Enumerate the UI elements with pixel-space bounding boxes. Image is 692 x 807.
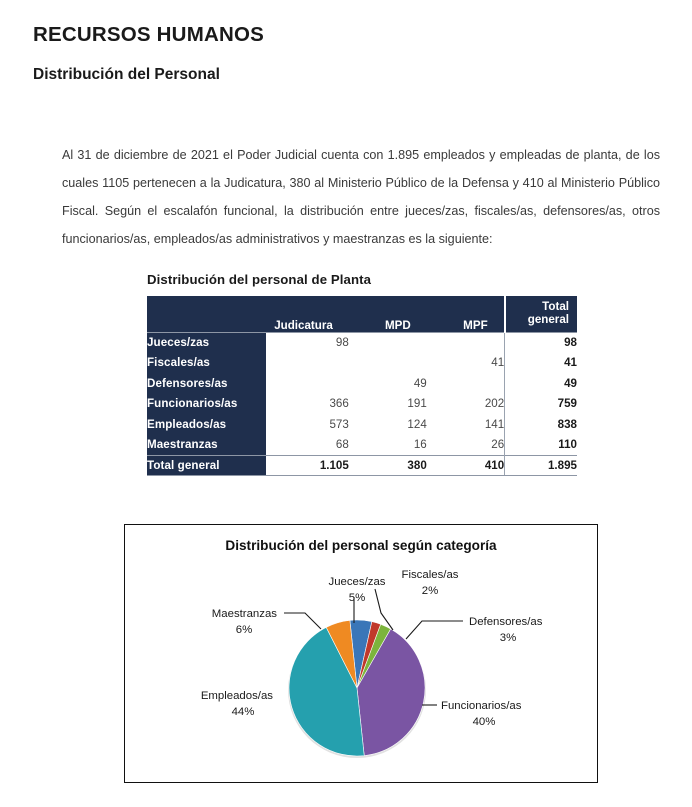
column-header-judicatura: Judicatura	[266, 296, 349, 332]
table-body	[147, 332, 577, 476]
cell-empleados-mpf: 141	[484, 417, 505, 431]
pie-label-jueces-name: Jueces/zas	[328, 576, 386, 588]
cell-defensores-mpf	[427, 373, 505, 394]
cell-fiscales-mpd	[349, 353, 427, 374]
row-label-total-general: Total general	[147, 455, 266, 476]
cell-funcionarios-mpf: 202	[484, 397, 505, 411]
cell-maestranzas-mpf: 26	[491, 438, 505, 451]
chart-title: Distribución del personal según categoría	[225, 538, 497, 553]
pie-label-defensores-name: Defensores/as	[469, 616, 543, 628]
cell-jueces-mpd	[349, 332, 427, 353]
leader-maestranzas	[284, 613, 321, 629]
cell-defensores-total: 49	[505, 373, 577, 394]
table-row	[147, 414, 577, 435]
cell-jueces-total: 98	[505, 332, 577, 353]
cell-empleados-total: 838	[505, 414, 577, 435]
row-label-jueces: Jueces/zas	[147, 332, 266, 353]
pie-label-jueces-percent: 5%	[348, 592, 366, 604]
cell-maestranzas-total: 110	[505, 435, 577, 456]
pie-label-maestranzas-name: Maestranzas	[211, 608, 277, 620]
pie-label-empleados-name: Empleados/as	[200, 690, 273, 702]
row-label-empleados: Empleados/as	[147, 414, 266, 435]
pie-label-empleados-percent: 44%	[231, 706, 255, 718]
pie-label-funcionarios-percent: 40%	[472, 716, 496, 728]
cell-empleados-judicatura: 573	[329, 417, 349, 431]
cell-jueces-mpf	[427, 332, 505, 353]
cell-fiscales-total: 41	[505, 353, 577, 374]
section-subtitle: Distribución del Personal	[33, 66, 220, 83]
table-row	[147, 435, 577, 456]
pie-label-maestranzas-percent: 6%	[235, 624, 253, 636]
table-row	[147, 394, 577, 415]
cell-funcionarios-judicatura: 366	[329, 397, 349, 411]
cell-total-mpf: 410	[427, 455, 505, 476]
cell-fiscales-judicatura	[266, 353, 349, 374]
cell-maestranzas-mpd: 16	[413, 438, 427, 451]
staff-table-block	[147, 272, 577, 476]
row-label-defensores: Defensores/as	[147, 373, 266, 394]
cell-empleados-mpd: 124	[407, 417, 427, 431]
cell-total-judicatura: 1.105	[266, 455, 349, 476]
column-header-mpf: MPF	[427, 296, 505, 332]
pie-label-fiscales-name: Fiscales/as	[401, 569, 459, 581]
page-title: RECURSOS HUMANOS	[33, 23, 264, 46]
column-header-mpd: MPD	[349, 296, 427, 332]
table-row	[147, 373, 577, 394]
cell-maestranzas-judicatura: 68	[335, 438, 349, 451]
pie-chart-panel	[124, 524, 598, 783]
pie-label-funcionarios-name: Funcionarios/as	[441, 700, 522, 712]
row-label-fiscales: Fiscales/as	[147, 353, 266, 374]
cell-funcionarios-total: 759	[505, 394, 577, 415]
pie-label-defensores-percent: 3%	[499, 632, 517, 644]
cell-defensores-mpd: 49	[413, 376, 427, 390]
row-label-maestranzas: Maestranzas	[147, 435, 266, 456]
cell-funcionarios-mpd: 191	[407, 397, 427, 411]
row-label-funcionarios: Funcionarios/as	[147, 394, 266, 415]
table-totals-row	[147, 455, 577, 476]
cell-total-mpd: 380	[349, 455, 427, 476]
pie-label-fiscales-percent: 2%	[421, 585, 439, 597]
table-caption: Distribución del personal de Planta	[147, 272, 372, 287]
table-row	[147, 353, 577, 374]
leader-defensores	[406, 621, 463, 639]
cell-defensores-judicatura	[266, 373, 349, 394]
pie-slices	[289, 620, 425, 756]
column-header-blank	[147, 296, 266, 332]
table-row	[147, 332, 577, 353]
column-header-total-general: Total general	[505, 296, 577, 332]
cell-jueces-judicatura: 98	[266, 332, 349, 353]
intro-paragraph: Al 31 de diciembre de 2021 el Poder Judicial cuenta con 1.895 empleados y empleadas de planta, de los cuales 1105 pertenecen a la Judicatura, 380 al Ministerio Público de la Defensa y 410 al Ministerio Público Fiscal. Según el escalafón funcional, la distribución entre jueces/zas, fiscales/as, defensores/as, otros funcionarios/as, empleados/as administrativos y maestranzas es la siguiente:	[62, 147, 660, 247]
staff-distribution-table	[147, 296, 577, 476]
cell-total-general: 1.895	[505, 455, 577, 476]
pie-chart	[125, 525, 599, 784]
table-header-row	[147, 296, 577, 332]
cell-fiscales-mpf: 41	[491, 356, 505, 370]
